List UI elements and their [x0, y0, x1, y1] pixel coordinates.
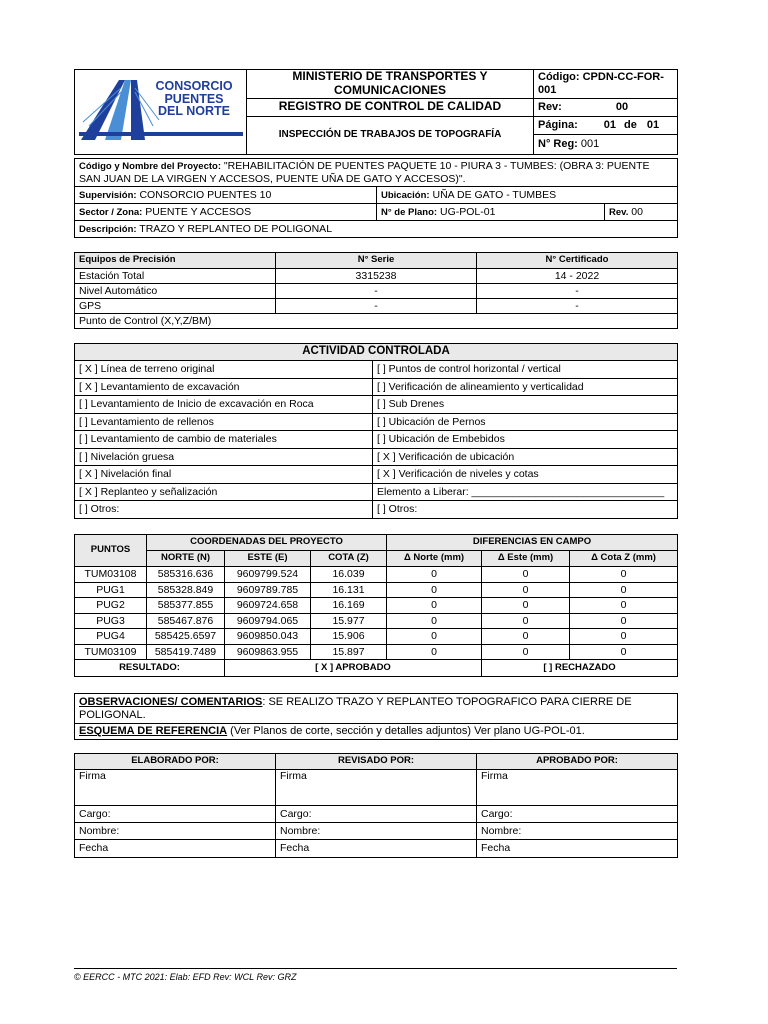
table-row: [75, 483, 678, 501]
firma-field[interactable]: Firma: [276, 770, 477, 806]
points-table: [74, 534, 678, 677]
diff-cota: 0: [570, 598, 678, 614]
activity-check[interactable]: [ ] Ubicación de Embebidos: [373, 431, 678, 449]
activity-check[interactable]: [ ] Otros:: [373, 501, 678, 519]
equip-serial: -: [276, 299, 477, 314]
nombre-field[interactable]: Nombre:: [477, 823, 678, 840]
resultado-label: RESULTADO:: [75, 660, 225, 677]
diff-east: 0: [482, 582, 570, 598]
equip-cert: -: [477, 284, 678, 299]
table-row: [75, 431, 678, 449]
nombre-field[interactable]: Nombre:: [75, 823, 276, 840]
sub-header: Δ Cota Z (mm): [570, 551, 678, 567]
supervision: Supervisión: CONSORCIO PUENTES 10: [75, 187, 377, 204]
point-id: PUG1: [75, 582, 147, 598]
equip-name: Estación Total: [75, 269, 276, 284]
diff-north: 0: [387, 582, 482, 598]
diff-cota: 0: [570, 629, 678, 645]
diff-cota: 0: [570, 582, 678, 598]
observations-table: [74, 693, 678, 740]
cargo-field[interactable]: Cargo:: [276, 806, 477, 823]
point-id: PUG2: [75, 598, 147, 614]
activity-check[interactable]: [ ] Ubicación de Pernos: [373, 413, 678, 431]
activity-check[interactable]: [ X ] Replanteo y señalización: [75, 483, 373, 501]
signatures-table: [74, 753, 678, 858]
point-cota: 16.169: [311, 598, 387, 614]
point-cota: 15.906: [311, 629, 387, 645]
firma-field[interactable]: Firma: [477, 770, 678, 806]
diff-north: 0: [387, 644, 482, 660]
table-row: [75, 466, 678, 484]
fecha-field[interactable]: Fecha: [276, 840, 477, 858]
point-east: 9609863.955: [225, 644, 311, 660]
point-east: 9609850.043: [225, 629, 311, 645]
form-code: Código: CPDN-CC-FOR-001: [534, 70, 678, 99]
header-rev: Rev: 00: [534, 98, 678, 116]
diff-east: 0: [482, 567, 570, 583]
table-row: [75, 629, 678, 645]
cargo-field[interactable]: Cargo:: [477, 806, 678, 823]
firma-field[interactable]: Firma: [75, 770, 276, 806]
activity-check[interactable]: [ ] Nivelación gruesa: [75, 448, 373, 466]
equipment-table: [74, 252, 678, 329]
activity-check[interactable]: [ ] Levantamiento de Inicio de excavación en Roca: [75, 396, 373, 414]
footer: © EERCC - MTC 2021: Elab: EFD Rev: WCL Rev: GRZ: [74, 968, 677, 982]
activity-check[interactable]: [ X ] Nivelación final: [75, 466, 373, 484]
descripcion: Descripción: TRAZO Y REPLANTEO DE POLIGONAL: [75, 221, 678, 238]
point-id: TUM03108: [75, 567, 147, 583]
activity-check[interactable]: [ ] Levantamiento de cambio de materiales: [75, 431, 373, 449]
point-cota: 15.897: [311, 644, 387, 660]
table-row: [75, 269, 678, 284]
header-page: Página: 01 de 01: [534, 116, 678, 134]
point-east: 9609799.524: [225, 567, 311, 583]
equip-cert: 14 - 2022: [477, 269, 678, 284]
aprobado-check[interactable]: [ X ] APROBADO: [225, 660, 482, 677]
activity-check[interactable]: [ X ] Verificación de ubicación: [373, 448, 678, 466]
activity-check[interactable]: [ ] Levantamiento de rellenos: [75, 413, 373, 431]
equip-serial: -: [276, 284, 477, 299]
point-cota: 15.977: [311, 613, 387, 629]
activity-title: ACTIVIDAD CONTROLADA: [75, 344, 678, 361]
point-north: 585377.855: [147, 598, 225, 614]
sub-header: ESTE (E): [225, 551, 311, 567]
equip-cert: -: [477, 299, 678, 314]
activity-table: [74, 343, 678, 519]
observaciones: OBSERVACIONES/ COMENTARIOS: SE REALIZO TRAZO Y REPLANTEO TOPOGRAFICO PARA CIERRE DE POLIGONAL.: [75, 694, 678, 724]
activity-check[interactable]: [ ] Verificación de alineamiento y verticalidad: [373, 378, 678, 396]
ministry-title: MINISTERIO DE TRANSPORTES Y COMUNICACIONES: [247, 70, 534, 99]
equip-name: GPS: [75, 299, 276, 314]
plano-rev: Rev. 00: [605, 204, 678, 221]
activity-check[interactable]: [ X ] Verificación de niveles y cotas: [373, 466, 678, 484]
elaborado-header: ELABORADO POR:: [75, 754, 276, 770]
point-north: 585328.849: [147, 582, 225, 598]
diffs-header: DIFERENCIAS EN CAMPO: [387, 535, 678, 551]
sector: Sector / Zona: PUENTE Y ACCESOS: [75, 204, 377, 221]
activity-check[interactable]: [ ] Otros:: [75, 501, 373, 519]
activity-check[interactable]: [ X ] Línea de terreno original: [75, 361, 373, 379]
diff-north: 0: [387, 598, 482, 614]
header-nreg: N° Reg: 001: [534, 134, 678, 154]
esquema-referencia: ESQUEMA DE REFERENCIA (Ver Planos de corte, sección y detalles adjuntos) Ver plano UG-POL-01.: [75, 724, 678, 740]
coords-header: COORDENADAS DEL PROYECTO: [147, 535, 387, 551]
diff-north: 0: [387, 567, 482, 583]
cargo-field[interactable]: Cargo:: [75, 806, 276, 823]
point-north: 585425.6597: [147, 629, 225, 645]
table-row: [75, 299, 678, 314]
logo-line-1: CONSORCIO: [155, 79, 233, 93]
activity-check[interactable]: [ X ] Levantamiento de excavación: [75, 378, 373, 396]
point-cota: 16.131: [311, 582, 387, 598]
header-table: [74, 69, 678, 155]
equip-header-2: N° Certificado: [477, 253, 678, 269]
puntos-header: PUNTOS: [75, 535, 147, 567]
table-row: [75, 582, 678, 598]
activity-check[interactable]: [ ] Sub Drenes: [373, 396, 678, 414]
table-row: [75, 501, 678, 519]
table-row: [75, 613, 678, 629]
logo: [75, 70, 247, 155]
equip-serial: 3315238: [276, 269, 477, 284]
diff-cota: 0: [570, 644, 678, 660]
sub-header: NORTE (N): [147, 551, 225, 567]
diff-cota: 0: [570, 567, 678, 583]
project-name: Código y Nombre del Proyecto: "REHABILITACIÓN DE PUENTES PAQUETE 10 - PIURA 3 - TUMBES: (OBRA 3: PUENTE SAN JUAN DE LA VIRGEN Y ACCESOS, PUENTE UÑA DE GATO Y ACCESOS)".: [75, 159, 678, 187]
elemento-liberar[interactable]: Elemento a Liberar: _________________________________: [373, 483, 678, 501]
fecha-field[interactable]: Fecha: [477, 840, 678, 858]
nombre-field[interactable]: Nombre:: [276, 823, 477, 840]
result-row: [75, 660, 678, 677]
table-row: [75, 567, 678, 583]
table-row: [75, 644, 678, 660]
point-north: 585419.7489: [147, 644, 225, 660]
diff-east: 0: [482, 613, 570, 629]
table-row: [75, 448, 678, 466]
point-east: 9609724.658: [225, 598, 311, 614]
plano: N° de Plano: UG-POL-01: [377, 204, 605, 221]
sub-header: Δ Este (mm): [482, 551, 570, 567]
equip-name: Nivel Automático: [75, 284, 276, 299]
diff-north: 0: [387, 629, 482, 645]
project-table: [74, 158, 678, 238]
logo-text: [148, 80, 240, 118]
logo-line-2: PUENTES: [164, 91, 224, 106]
diff-east: 0: [482, 644, 570, 660]
diff-cota: 0: [570, 613, 678, 629]
table-row: [75, 314, 678, 329]
diff-east: 0: [482, 598, 570, 614]
inspection-title: INSPECCIÓN DE TRABAJOS DE TOPOGRAFÍA: [247, 116, 534, 154]
point-north: 585316.636: [147, 567, 225, 583]
sub-header: COTA (Z): [311, 551, 387, 567]
registry-title: REGISTRO DE CONTROL DE CALIDAD: [247, 98, 534, 116]
logo-line-3: DEL NORTE: [158, 104, 230, 118]
point-north: 585467.876: [147, 613, 225, 629]
point-id: TUM03109: [75, 644, 147, 660]
equip-name: Punto de Control (X,Y,Z/BM): [75, 314, 678, 329]
point-cota: 16.039: [311, 567, 387, 583]
table-row: [75, 413, 678, 431]
point-east: 9609794.065: [225, 613, 311, 629]
table-row: [75, 378, 678, 396]
fecha-field[interactable]: Fecha: [75, 840, 276, 858]
equip-header-1: N° Serie: [276, 253, 477, 269]
sub-header: Δ Norte (mm): [387, 551, 482, 567]
table-row: [75, 396, 678, 414]
diff-east: 0: [482, 629, 570, 645]
point-east: 9609789.785: [225, 582, 311, 598]
revisado-header: REVISADO POR:: [276, 754, 477, 770]
table-row: [75, 361, 678, 379]
aprobado-header: APROBADO POR:: [477, 754, 678, 770]
point-id: PUG4: [75, 629, 147, 645]
diff-north: 0: [387, 613, 482, 629]
ubicacion: Ubicación: UÑA DE GATO - TUMBES: [377, 187, 678, 204]
equip-header-0: Equipos de Precisión: [75, 253, 276, 269]
rechazado-check[interactable]: [ ] RECHAZADO: [482, 660, 678, 677]
activity-check[interactable]: [ ] Puntos de control horizontal / vertical: [373, 361, 678, 379]
point-id: PUG3: [75, 613, 147, 629]
table-row: [75, 284, 678, 299]
table-row: [75, 598, 678, 614]
